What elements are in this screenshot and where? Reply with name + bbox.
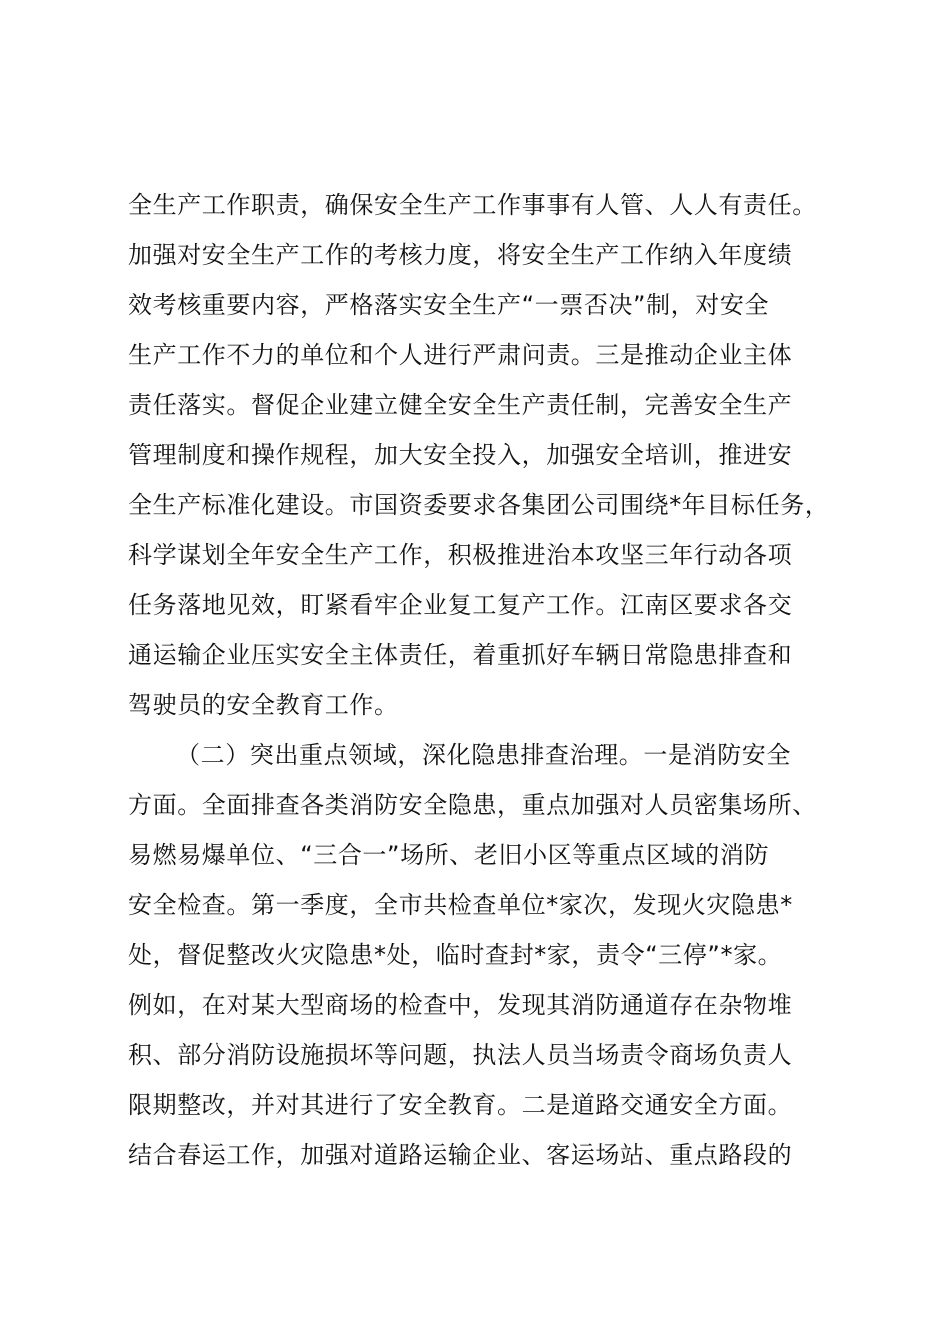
text-line: 限期整改，并对其进行了安全教育。二是道路交通安全方面。 xyxy=(128,1091,793,1119)
paragraph-start-line: （二）突出重点领域，深化隐患排查治理。一是消防安全 xyxy=(176,741,791,769)
text-line: 全生产工作职责，确保安全生产工作事事有人管、人人有责任。 xyxy=(128,191,817,219)
text-line: 方面。全面排查各类消防安全隐患，重点加强对人员密集场所、 xyxy=(128,791,817,819)
text-line: 生产工作不力的单位和个人进行严肃问责。三是推动企业主体 xyxy=(128,341,793,369)
text-line: 管理制度和操作规程，加大安全投入，加强安全培训，推进安 xyxy=(128,441,793,469)
text-line: 科学谋划全年安全生产工作，积极推进治本攻坚三年行动各项 xyxy=(128,541,793,569)
text-line: 例如，在对某大型商场的检查中，发现其消防通道存在杂物堆 xyxy=(128,991,793,1019)
text-line: 处，督促整改火灾隐患*处，临时查封*家，责令“三停”*家。 xyxy=(128,941,783,969)
text-line: 效考核重要内容，严格落实安全生产“一票否决”制，对安全 xyxy=(128,291,770,319)
text-line: 积、部分消防设施损坏等问题，执法人员当场责令商场负责人 xyxy=(128,1041,793,1069)
text-line: 加强对安全生产工作的考核力度，将安全生产工作纳入年度绩 xyxy=(128,241,793,269)
text-line: 结合春运工作，加强对道路运输企业、客运场站、重点路段的 xyxy=(128,1141,793,1169)
text-line: 易燃易爆单位、“三合一”场所、老旧小区等重点区域的消防 xyxy=(128,841,770,869)
text-line: 全生产标准化建设。市国资委要求各集团公司围绕*年目标任务， xyxy=(128,491,830,519)
text-line: 责任落实。督促企业建立健全安全生产责任制，完善安全生产 xyxy=(128,391,793,419)
text-line: 通运输企业压实安全主体责任，着重抓好车辆日常隐患排查和 xyxy=(128,641,793,669)
text-line: 驾驶员的安全教育工作。 xyxy=(128,691,399,719)
text-line: 安全检查。第一季度，全市共检查单位*家次，发现火灾隐患* xyxy=(128,891,793,919)
text-line: 任务落地见效，盯紧看牢企业复工复产工作。江南区要求各交 xyxy=(128,591,793,619)
